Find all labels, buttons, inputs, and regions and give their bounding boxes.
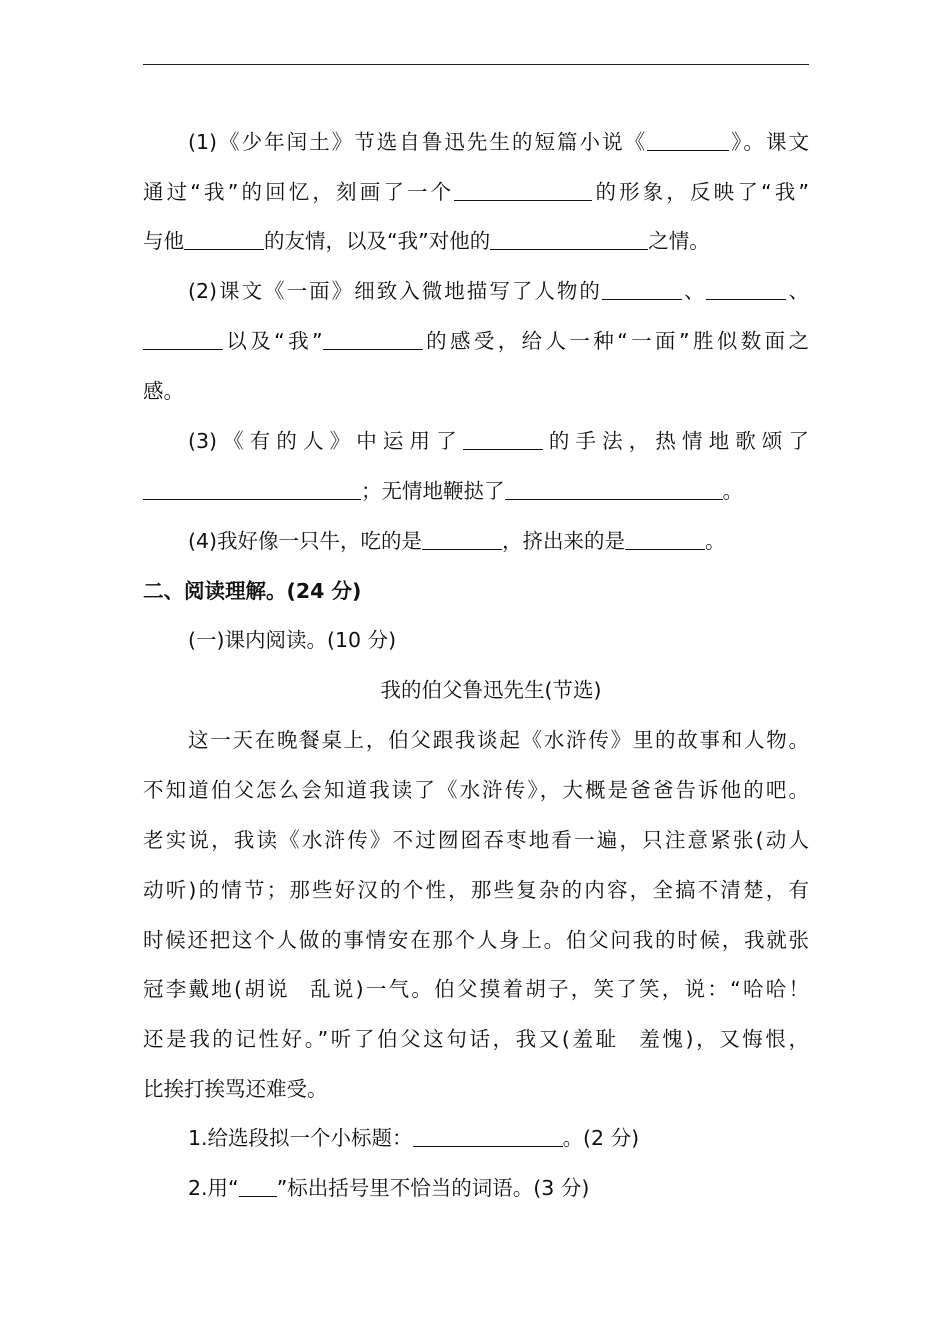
- text: (4)我好像一只牛，吃的是: [188, 529, 423, 553]
- header-rule: [143, 64, 809, 65]
- text: 2.用“: [188, 1176, 239, 1200]
- text: 》。课文: [729, 130, 809, 154]
- answer-blank[interactable]: [505, 477, 723, 500]
- answer-blank[interactable]: [625, 527, 705, 550]
- text: 与他: [143, 229, 184, 253]
- passage-line: 比挨打挨骂还难受。: [143, 1077, 328, 1101]
- text: 的手法，热情地歌颂了: [542, 429, 809, 453]
- q1-line-3: [143, 226, 809, 256]
- underline-sample: [239, 1174, 277, 1197]
- text: 还是我的记性好。”听了伯父这句话，我又(羞耻: [143, 1027, 619, 1051]
- answer-blank[interactable]: [490, 227, 648, 250]
- answer-blank[interactable]: [706, 277, 786, 300]
- question-1: [143, 1123, 809, 1153]
- passage-line: 动听)的情节；那些好汉的个性，那些复杂的内容，全搞不清楚，有: [143, 878, 809, 902]
- text: 的友情，以及“我”对他的: [264, 229, 491, 253]
- text: 羞愧)，又悔恨，: [636, 1027, 810, 1051]
- answer-blank[interactable]: [647, 128, 729, 151]
- text: 乱说)一气。伯父摸着胡子，笑了笑，说：“哈哈！: [307, 977, 809, 1001]
- text: 以及“我”: [223, 329, 323, 353]
- text: (3)《有的人》中运用了: [188, 429, 463, 453]
- text: ，挤出来的是: [502, 529, 626, 553]
- q2-line-3: [143, 376, 809, 406]
- text: ”标出括号里不恰当的词语。(3 分): [276, 1176, 590, 1200]
- passage-line: 老实说，我读《水浒传》不过囫囵吞枣地看一遍，只注意紧张(动人: [143, 828, 809, 852]
- answer-blank[interactable]: [602, 277, 682, 300]
- text: 的形象，反映了“我”: [592, 180, 809, 204]
- answer-blank[interactable]: [323, 327, 423, 350]
- text: (1)《少年闰土》节选自鲁迅先生的短篇小说《: [188, 130, 648, 154]
- q1-line-2: [143, 177, 809, 207]
- section-heading: 二、阅读理解。(24 分): [143, 579, 362, 603]
- answer-blank[interactable]: [143, 327, 223, 350]
- answer-blank[interactable]: [422, 527, 502, 550]
- text: 通过“我”的回忆，刻画了一个: [143, 180, 455, 204]
- q2-line-2: [143, 326, 809, 356]
- text: 。: [722, 479, 743, 503]
- question-2: [143, 1173, 809, 1203]
- text: 感。: [143, 379, 184, 403]
- text: ；无情地鞭挞了: [361, 479, 505, 503]
- passage-line: 这一天在晚餐桌上，伯父跟我谈起《水浒传》里的故事和人物。: [188, 728, 809, 752]
- q2-line-1: [143, 276, 809, 306]
- text: (2)课文《一面》细致入微地描写了人物的: [188, 279, 602, 303]
- text: 的感受，给人一种“一面”胜似数面之: [422, 329, 809, 353]
- text: 之情。: [648, 229, 710, 253]
- q1-line-1: [143, 127, 809, 157]
- answer-blank[interactable]: [143, 477, 361, 500]
- passage-line: [143, 974, 809, 1004]
- passage-line: [143, 1024, 809, 1054]
- answer-blank[interactable]: [454, 178, 592, 201]
- passage-line: 不知道伯父怎么会知道我读了《水浒传》，大概是爸爸告诉他的吧。: [143, 778, 809, 802]
- q4-line-1: [143, 526, 809, 556]
- text: 、: [681, 279, 707, 303]
- passage-line: 时候还把这个人做的事情安在那个人身上。伯父问我的时候，我就张: [143, 928, 809, 952]
- answer-blank[interactable]: [184, 227, 264, 250]
- text: 。: [705, 529, 726, 553]
- answer-blank[interactable]: [413, 1124, 563, 1147]
- text: 冠李戴地(胡说: [143, 977, 290, 1001]
- q3-line-2: [143, 476, 809, 506]
- text: 、: [786, 279, 810, 303]
- subsection-heading: (一)课内阅读。(10 分): [188, 628, 397, 652]
- passage-title: 我的伯父鲁迅先生(节选): [380, 678, 602, 702]
- q3-line-1: [143, 426, 809, 456]
- answer-blank[interactable]: [463, 427, 543, 450]
- text: 。(2 分): [562, 1126, 640, 1150]
- text: 1.给选段拟一个小标题：: [188, 1126, 413, 1150]
